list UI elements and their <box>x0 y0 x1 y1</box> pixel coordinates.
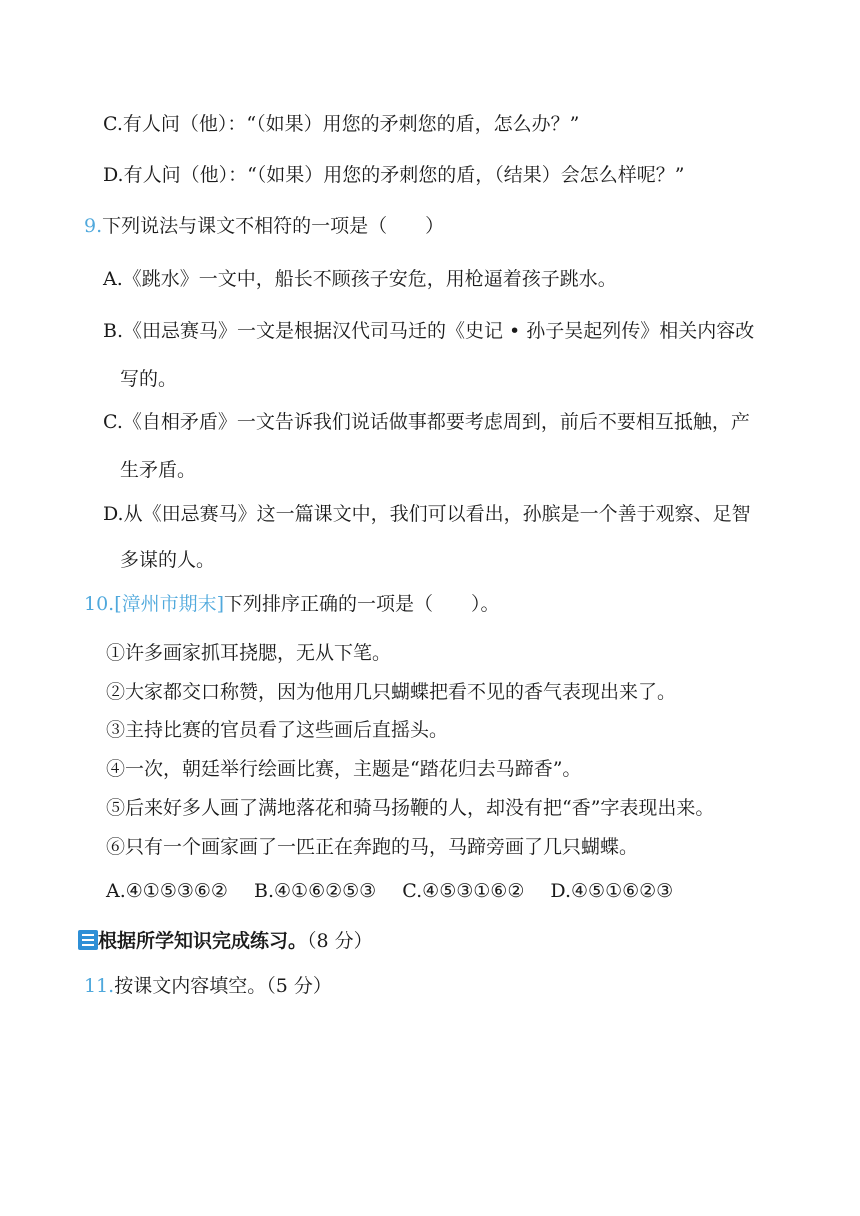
q10-sentence-3: ③主持比赛的官员看了这些画后直摇头。 <box>106 719 449 741</box>
q8-option-c: C.有人问（他）：“（如果）用您的矛刺您的盾，怎么办？” <box>103 113 580 135</box>
question-9 <box>84 213 444 239</box>
section-heading <box>98 928 373 954</box>
question-11 <box>84 973 332 999</box>
question-number: 11. <box>84 975 115 997</box>
q9-option-c: C.《自相矛盾》一文告诉我们说话做事都要考虑周到，前后不要相互抵触，产 <box>103 411 750 433</box>
question-number: 10. <box>84 593 115 615</box>
q10-sentence-2: ②大家都交口称赞，因为他用几只蝴蝶把看不见的香气表现出来了。 <box>106 681 677 703</box>
question-stem: 下列说法与课文不相符的一项是（ ） <box>102 215 445 237</box>
section-score: （8 分） <box>307 930 373 952</box>
q10-option-d: D.④⑤①⑥②③ <box>550 880 674 902</box>
section-title: 根据所学知识完成练习。 <box>98 930 308 952</box>
q9-option-a: A.《跳水》一文中，船长不顾孩子安危，用枪逼着孩子跳水。 <box>103 268 617 290</box>
question-stem: 按课文内容填空。（5 分） <box>114 975 332 997</box>
section-three-icon <box>78 930 98 950</box>
q9-option-b: B.《田忌赛马》一文是根据汉代司马迁的《史记 • 孙子吴起列传》相关内容改 <box>103 320 755 342</box>
q10-options <box>106 878 693 904</box>
q9-option-d: D.从《田忌赛马》这一篇课文中，我们可以看出，孙膑是一个善于观察、足智 <box>103 503 751 525</box>
q10-option-c: C.④⑤③①⑥② <box>402 880 525 902</box>
q10-sentence-5: ⑤后来好多人画了满地落花和骑马扬鞭的人，却没有把“香”字表现出来。 <box>106 797 715 819</box>
q10-option-a: A.④①⑤③⑥② <box>106 880 228 902</box>
question-stem: 下列排序正确的一项是（ ）。 <box>224 593 500 615</box>
q10-sentence-4: ④一次，朝廷举行绘画比赛，主题是“踏花归去马蹄香”。 <box>106 758 582 780</box>
q10-sentence-6: ⑥只有一个画家画了一匹正在奔跑的马，马蹄旁画了几只蝴蝶。 <box>106 836 639 858</box>
q9-option-c-cont: 生矛盾。 <box>120 459 197 481</box>
question-number: 9. <box>84 215 103 237</box>
q9-option-b-cont: 写的。 <box>120 368 178 390</box>
q8-option-d: D.有人问（他）：“（如果）用您的矛刺您的盾，（结果）会怎么样呢？” <box>103 164 685 186</box>
q10-option-b: B.④①⑥②⑤③ <box>254 880 377 902</box>
q10-sentence-1: ①许多画家抓耳挠腮，无从下笔。 <box>106 642 392 664</box>
question-source: [漳州市期末] <box>114 593 225 615</box>
q9-option-d-cont: 多谋的人。 <box>120 549 216 571</box>
question-10 <box>84 591 500 617</box>
